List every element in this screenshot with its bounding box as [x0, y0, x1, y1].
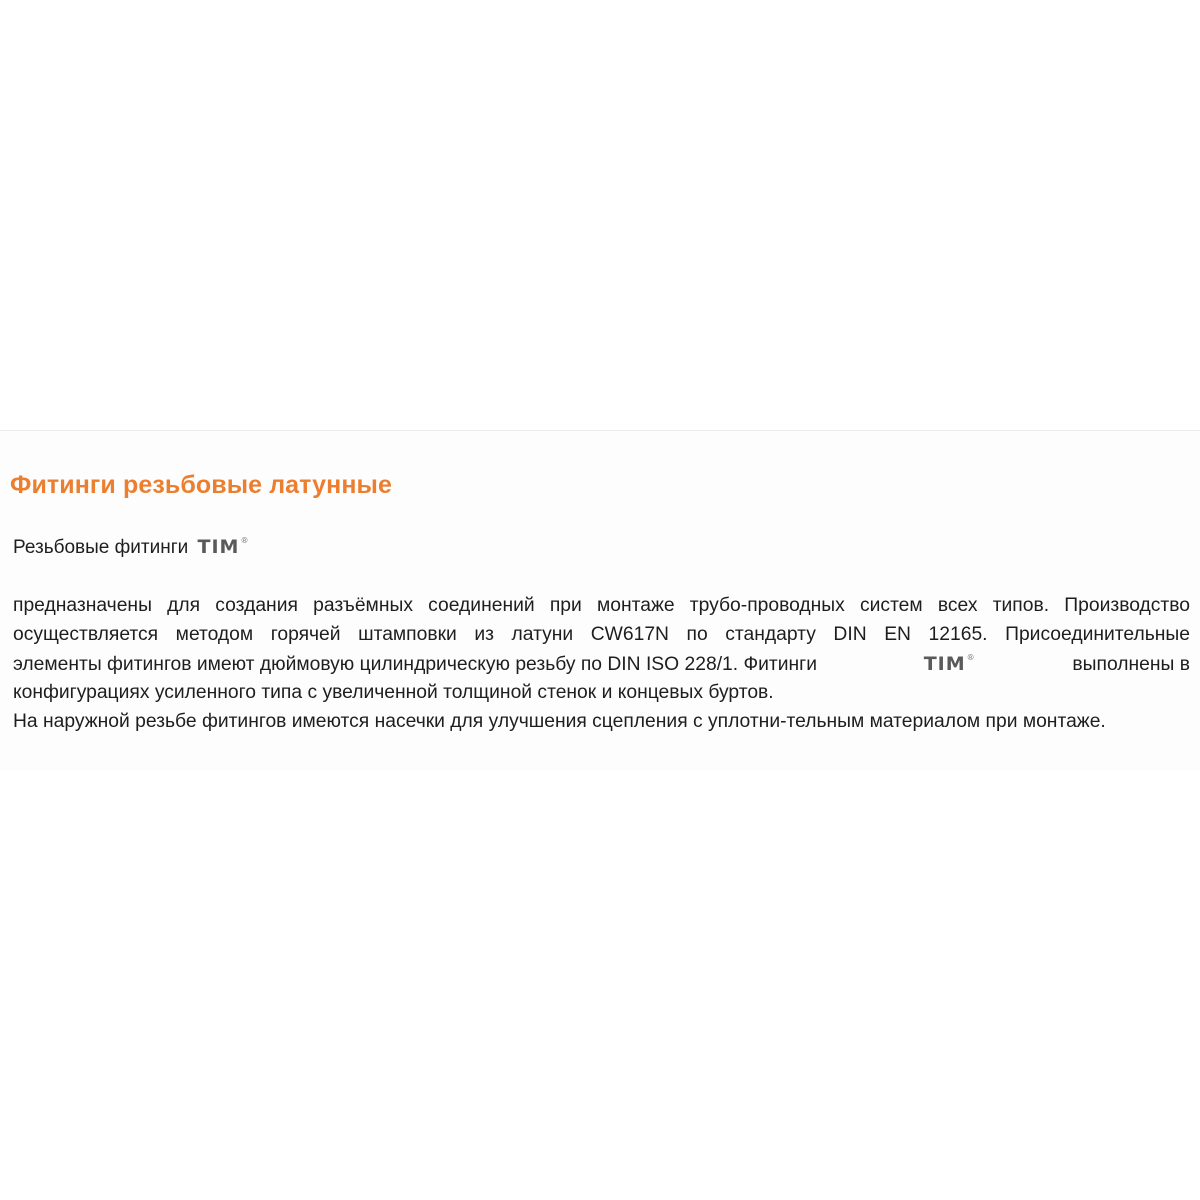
- description-line-3-start: элементы фитингов имеют дюймовую цилиндрическую резьбу по DIN ISO 228/1. Фитинги: [13, 654, 817, 675]
- description-line-5: На наружной резьбе фитингов имеются насечки для улучшения сцепления с уплотни-тельным материалом при монтаже.: [13, 711, 1106, 732]
- description-line-1: предназначены для создания разъёмных соединений при монтаже трубо-проводных систем всех типов. Производство: [13, 595, 1190, 616]
- inline-registered-mark: ®: [966, 653, 975, 662]
- description-line-3: [13, 651, 1190, 678]
- intro-text: Резьбовые фитинги: [13, 537, 189, 558]
- description-line-4: конфигурациях усиленного типа с увеличенной толщиной стенок и концевых буртов.: [13, 682, 774, 703]
- registered-mark: ®: [240, 536, 249, 545]
- page-title: Фитинги резьбовые латунные: [10, 471, 393, 499]
- intro-line: [13, 534, 249, 561]
- brand-logo: [197, 534, 249, 560]
- description-line-3-end: выполнены в: [1072, 654, 1190, 675]
- description-line-2: осуществляется методом горячей штамповки из латуни CW617N по стандарту DIN EN 12165. Присоединительные: [13, 624, 1190, 645]
- brand-logo-text: TIM: [197, 536, 240, 558]
- inline-brand-logo: [923, 651, 975, 677]
- inline-brand-logo-text: TIM: [923, 653, 966, 675]
